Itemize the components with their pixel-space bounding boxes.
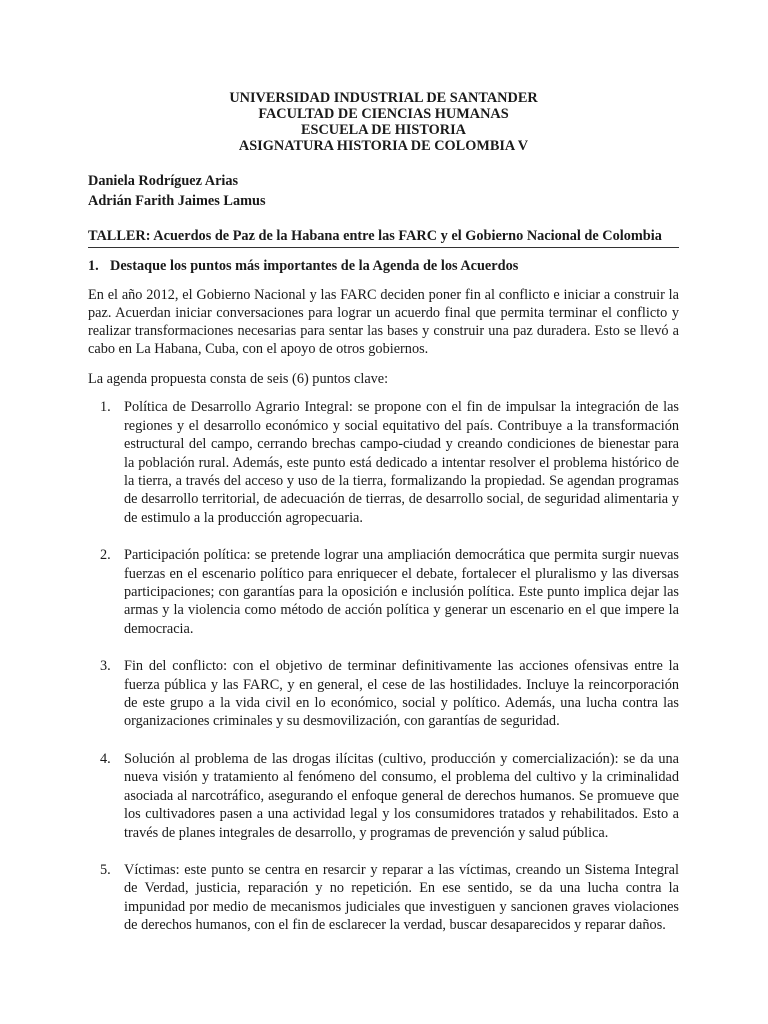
list-item-number: 2. xyxy=(100,547,111,564)
list-item xyxy=(88,861,679,935)
agenda-intro: La agenda propuesta consta de seis (6) puntos clave: xyxy=(88,371,389,388)
course-name: ASIGNATURA HISTORIA DE COLOMBIA V xyxy=(238,138,529,154)
document-page xyxy=(88,90,679,954)
list-item-text: Solución al problema de las drogas ilícitas (cultivo, producción y comercialización): se da una nueva visión y tratamiento al fenómeno del consumo, el problema del cultivo y la criminalidad asociada al narcotráfico, asegurando el enfoque general de derechos humanos. Se promueve que los cultivadores pasen a una actividad legal y los consumidores tratados y rehabilitados. Esto a través de planes integrales de desarrollo, y programas de prevención y salud pública. xyxy=(124,750,679,841)
list-item-text: Víctimas: este punto se centra en resarcir y reparar a las víctimas, creando un Sistema Integral de Verdad, justicia, reparación y no repetición. En ese sentido, se da una lucha contra la impunidad por medio de mecanismos judiciales que investiguen y sancionen graves violaciones de derechos humanos, con el fin de esclarecer la verdad, buscar desaparecidos y reparar daños. xyxy=(124,861,679,934)
workshop-title: TALLER: Acuerdos de Paz de la Habana entre las FARC y el Gobierno Nacional de Colombia xyxy=(88,227,679,248)
list-item-number: 3. xyxy=(100,658,111,675)
list-item xyxy=(88,750,679,842)
list-item-number: 1. xyxy=(100,399,111,416)
list-item-number: 5. xyxy=(100,861,111,878)
authors-block xyxy=(88,171,679,211)
list-item-text: Participación política: se pretende lograr una ampliación democrática que permita surgir nuevas fuerzas en el escenario político para enriquecer el debate, fortalecer el pluralismo y las diversas participaciones; con garantías para la oposición e inclusión política. Este punto implica dejar las armas y la violencia como método de acción política y generar un escenario en el que impere la democracia. xyxy=(124,547,679,637)
author-name: Daniela Rodríguez Arias xyxy=(88,173,239,189)
intro-paragraph: En el año 2012, el Gobierno Nacional y las FARC deciden poner fin al conflicto e iniciar a construir la paz. Acuerdan iniciar conversaciones para lograr un acuerdo final que permita terminar el conflicto y realizar transformaciones necesarias para sentar las bases y construir una paz duradera. Esto se llevó a cabo en La Habana, Cuba, con el apoyo de otros gobiernos. xyxy=(88,287,679,358)
agenda-list xyxy=(88,398,679,934)
section-title: Destaque los puntos más importantes de la Agenda de los Acuerdos xyxy=(110,258,519,274)
university-name: UNIVERSIDAD INDUSTRIAL DE SANTANDER xyxy=(229,90,538,106)
school-name: ESCUELA DE HISTORIA xyxy=(300,122,466,138)
list-item xyxy=(88,657,679,731)
section-heading xyxy=(88,257,679,275)
document-header xyxy=(88,90,679,154)
list-item-number: 4. xyxy=(100,750,111,767)
section-number: 1. xyxy=(88,258,99,274)
list-item xyxy=(88,398,679,527)
list-item-text: Política de Desarrollo Agrario Integral: se propone con el fin de impulsar la integración de las regiones y el desarrollo económico y social equitativo del país. Contribuye a la transformación estructural del campo, cerrando brechas campo-ciudad y creando condiciones de bienestar para la población rural. Además, este punto está dedicado a intentar resolver el problema histórico de la tierra, a través del acceso y uso de la tierra, formalizando la propiedad. Se agendan programas de desarrollo territorial, de adecuación de tierras, de desarrollo social, de seguridad alimentaria y de estimulo a la producción agropecuaria. xyxy=(124,399,679,526)
list-item-text: Fin del conflicto: con el objetivo de terminar definitivamente las acciones ofensivas entre la fuerza pública y las FARC, y en general, el cese de las hostilidades. Incluye la reincorporación de este grupo a la vida civil en lo económico, social y político. Además, una lucha contra las organizaciones criminales y su desmovilización, con garantías de seguridad. xyxy=(124,658,679,730)
faculty-name: FACULTAD DE CIENCIAS HUMANAS xyxy=(258,106,509,122)
author-name: Adrián Farith Jaimes Lamus xyxy=(88,193,266,209)
list-item xyxy=(88,546,679,638)
